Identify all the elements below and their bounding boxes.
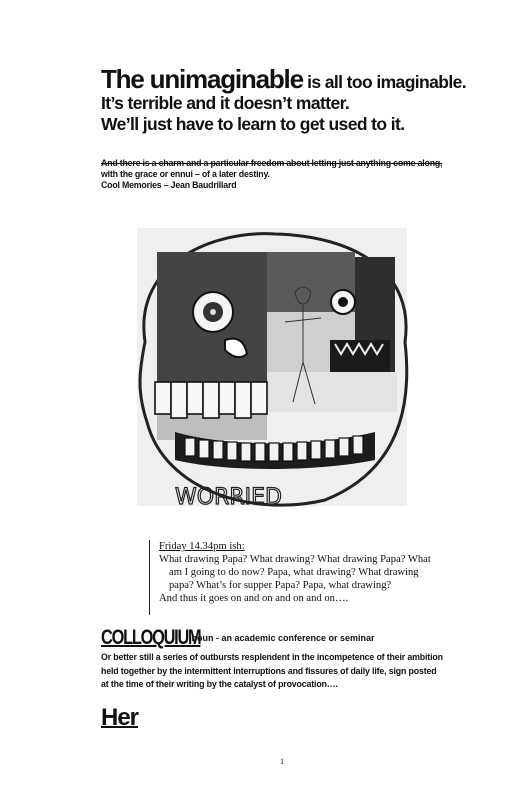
diary-entry [149,540,489,615]
artwork-caption: WORRIED [175,485,282,510]
diary-line: What drawing Papa? What drawing? What drawing Papa? What [159,554,431,565]
quote-source: Cool Memories – Jean Baudrillard [101,180,237,190]
heading [101,66,501,135]
quote-struck-line: And there is a charm and a particular freedom about letting just anything come along, [101,158,443,168]
heading-line-1 [101,66,501,93]
heading-line-3: We’ll just have to learn to get used to it. [101,114,405,134]
colloquium-word: COLLOQUIUM [101,626,201,649]
childs-drawing-image [125,222,415,514]
diary-title: Friday 14.34pm ish: [159,541,245,552]
diary-line: am I going to do now? Papa, what drawing? What drawing [169,567,419,578]
heading-line-1-rest: is all too imaginable. [302,72,467,92]
colloquium-body-line: at the time of their writing by the catalyst of provocation…. [101,679,338,689]
colloquium-body-line: held together by the intermittent interruptions and fissures of daily life, sign posted [101,665,437,676]
heading-big-word: The unimaginable [101,64,303,94]
colloquium-section [101,626,511,692]
colloquium-definition: noun - an academic conference or seminar [191,633,375,643]
quote-line-2: with the grace or ennui – of a later destiny. [101,169,270,179]
colloquium-body-line: Or better still a series of outbursts resplendent in the incompetence of their ambition [101,652,443,662]
colloquium-body [101,651,511,692]
diary-line: And thus it goes on and on and on and on…. [159,593,349,604]
quote [101,158,481,191]
page-number: 1 [280,757,284,766]
her-heading: Her [101,704,139,731]
heading-line-2: It’s terrible and it doesn’t matter. [101,93,350,113]
colloquium-heading [101,626,511,650]
diary-line: papa? What’s for supper Papa? Papa, what drawing? [169,580,392,591]
